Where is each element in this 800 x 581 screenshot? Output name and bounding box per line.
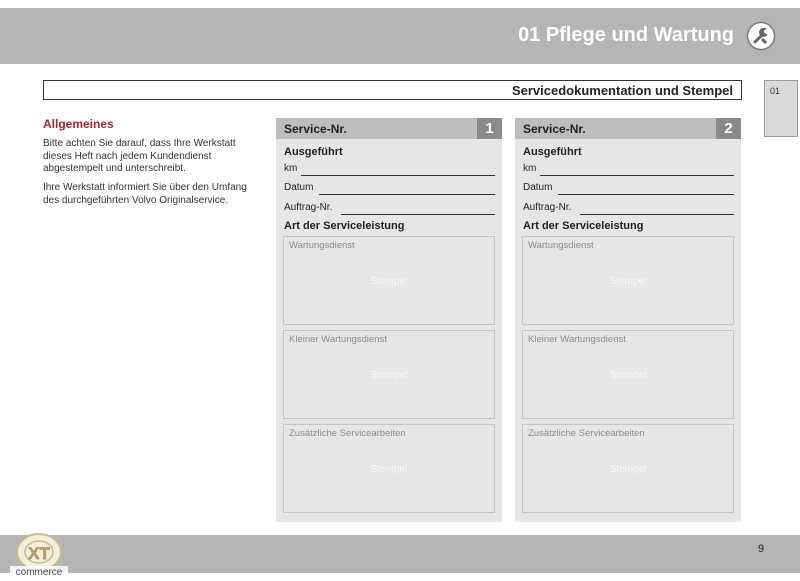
logo-mark: XT — [28, 544, 50, 563]
order-number-label: Auftrag-Nr. — [523, 202, 572, 213]
stamp-placeholder: Stempel — [370, 464, 408, 475]
order-number-label: Auftrag-Nr. — [284, 202, 333, 213]
stamp-box-title: Wartungsdienst — [528, 240, 594, 251]
date-field[interactable] — [523, 182, 734, 196]
service-type-heading: Art der Serviceleistung — [284, 220, 405, 232]
card-header — [515, 118, 741, 139]
stamp-box-maintenance[interactable] — [283, 236, 495, 325]
order-number-field[interactable] — [523, 202, 734, 216]
order-number-line — [580, 214, 734, 215]
chapter-tab — [764, 80, 798, 137]
stamp-box-additional-work[interactable] — [283, 424, 495, 513]
wrench-icon — [746, 21, 776, 51]
km-line — [301, 175, 495, 176]
service-number-label: Service-Nr. — [523, 122, 586, 136]
chapter-tab-label: 01 — [770, 86, 781, 96]
service-number-badge: 1 — [477, 118, 502, 139]
stamp-box-title: Kleiner Wartungsdienst — [289, 334, 387, 345]
stamp-box-maintenance[interactable] — [522, 236, 734, 325]
stamp-box-title: Kleiner Wartungsdienst — [528, 334, 626, 345]
order-number-line — [341, 214, 495, 215]
km-label: km — [284, 163, 298, 174]
footer-band — [0, 535, 800, 573]
date-field[interactable] — [284, 182, 495, 196]
km-field[interactable] — [284, 163, 495, 177]
km-field[interactable] — [523, 163, 734, 177]
stamp-box-additional-work[interactable] — [522, 424, 734, 513]
service-card-1 — [276, 118, 502, 522]
date-line — [319, 194, 495, 195]
stamp-placeholder: Stempel — [609, 370, 647, 381]
stamp-placeholder: Stempel — [370, 370, 408, 381]
executed-heading: Ausgeführt — [523, 146, 582, 158]
stamp-box-title: Zusätzliche Servicearbeiten — [289, 428, 406, 439]
intro-heading: Allgemeines — [43, 117, 114, 131]
xtcommerce-logo — [8, 530, 70, 578]
service-number-label: Service-Nr. — [284, 122, 347, 136]
stamp-box-title: Wartungsdienst — [289, 240, 355, 251]
page-number: 9 — [758, 543, 765, 555]
intro-paragraph-2: Ihre Werkstatt informiert Sie über den Umfang des durchgeführten Volvo Originalservice. — [43, 182, 247, 206]
km-line — [540, 175, 734, 176]
order-number-field[interactable] — [284, 202, 495, 216]
logo-text: commerce — [15, 567, 63, 578]
service-card-2 — [515, 118, 741, 522]
service-number-badge: 2 — [716, 118, 741, 139]
section-title: Servicedokumentation und Stempel — [511, 83, 733, 98]
stamp-box-small-maintenance[interactable] — [283, 330, 495, 419]
stamp-placeholder: Stempel — [609, 276, 647, 287]
stamp-box-title: Zusätzliche Servicearbeiten — [528, 428, 645, 439]
service-type-heading: Art der Serviceleistung — [523, 220, 644, 232]
executed-heading: Ausgeführt — [284, 146, 343, 158]
page-title: 01 Pflege und Wartung — [518, 24, 734, 46]
card-header — [276, 118, 502, 139]
date-label: Datum — [284, 182, 314, 193]
date-label: Datum — [523, 182, 553, 193]
stamp-box-small-maintenance[interactable] — [522, 330, 734, 419]
stamp-placeholder: Stempel — [609, 464, 647, 475]
stamp-placeholder: Stempel — [370, 276, 408, 287]
date-line — [558, 194, 734, 195]
section-header — [43, 80, 742, 100]
km-label: km — [523, 163, 537, 174]
intro-paragraph-1: Bitte achten Sie darauf, dass Ihre Werkstatt dieses Heft nach jedem Kundendienst abgestempelt und unterschreibt. — [43, 138, 236, 174]
